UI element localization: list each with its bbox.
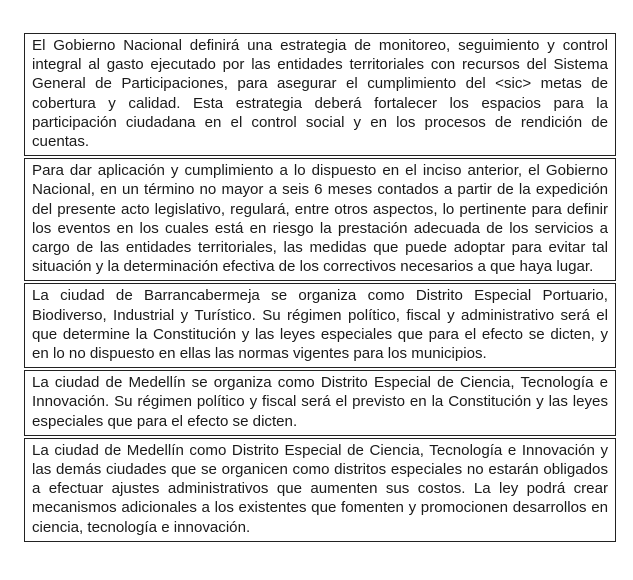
paragraph-cell: El Gobierno Nacional definirá una estrategia de monitoreo, seguimiento y control integral al gasto ejecutado por las entidades territoriales con recursos del Sistema General de Participaciones, para asegurar el cumplimiento del <sic> metas de cobertura y calidad. Esta estrategia deberá fortalecer los espacios para la participación ciudadana en el control social y en los procesos de rendición de cuentas. (25, 34, 616, 158)
paragraph-cell: La ciudad de Barrancabermeja se organiza como Distrito Especial Portuario, Biodiverso, Industrial y Turístico. Su régimen político, fiscal y administrativo será el que determine la Constitución y las leyes especiales que para el efecto se dicten, y en lo no dispuesto en ellas las normas vigentes para los municipios. (25, 282, 616, 369)
text-table (24, 33, 616, 542)
table-row (25, 34, 616, 158)
table-row (25, 282, 616, 369)
paragraph-cell: La ciudad de Medellín como Distrito Especial de Ciencia, Tecnología e Innovación y las demás ciudades que se organicen como distritos especiales no estarán obligados a efectuar ajustes administrativos que aumenten sus costos. La ley podrá crear mecanismos adicionales a los existentes que fomenten y promocionen desarrollos en ciencia, tecnología e innovación. (25, 437, 616, 542)
paragraph-cell: La ciudad de Medellín se organiza como Distrito Especial de Ciencia, Tecnología e Innovación. Su régimen político y fiscal será el previsto en la Constitución y las leyes especiales que para el efecto se dicten. (25, 369, 616, 437)
table-row (25, 157, 616, 282)
table-row (25, 437, 616, 542)
table-row (25, 369, 616, 437)
paragraph-cell: Para dar aplicación y cumplimiento a lo dispuesto en el inciso anterior, el Gobierno Nacional, en un término no mayor a seis 6 meses contados a partir de la expedición del presente acto legislativo, regulará, entre otros aspectos, lo pertinente para definir los eventos en los cuales está en riesgo la prestación adecuada de los servicios a cargo de las entidades territoriales, las medidas que puede adoptar para evitar tal situación y la determinación efectiva de los correctivos necesarios a que haya lugar. (25, 157, 616, 282)
